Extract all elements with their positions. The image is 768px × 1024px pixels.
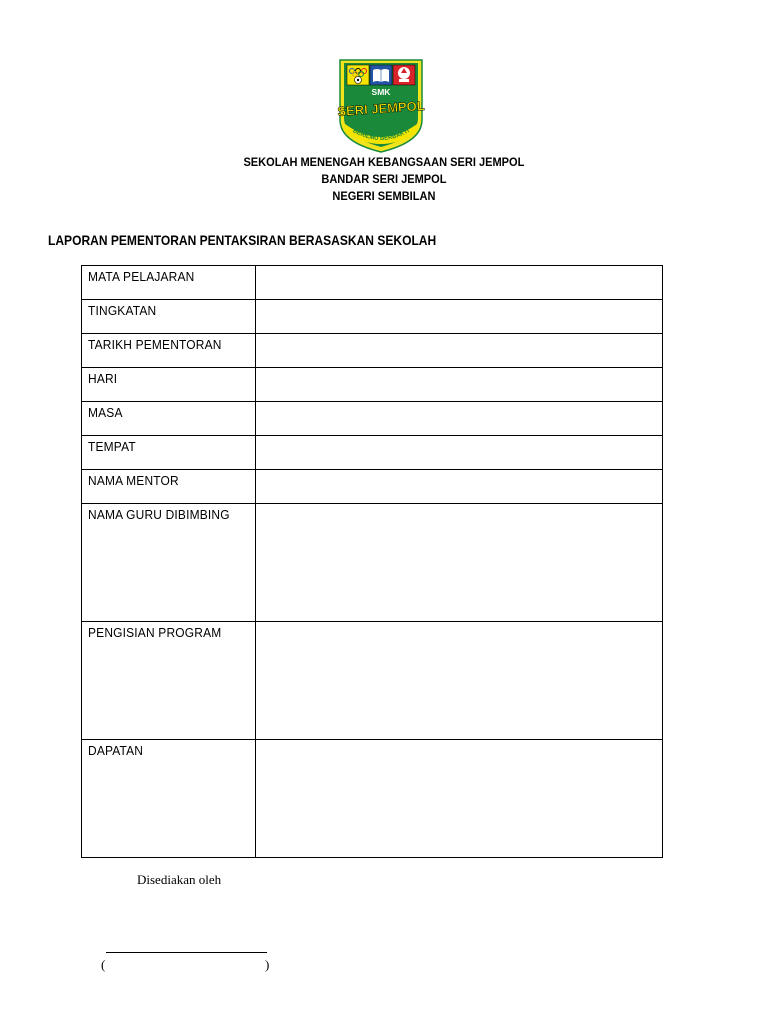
field-day[interactable]: [256, 368, 663, 402]
label-form-level: TINGKATAN: [88, 303, 157, 318]
label-mentor-name: NAMA MENTOR: [88, 473, 179, 488]
form-row-place: [82, 436, 663, 470]
form-row-subject: [82, 266, 663, 300]
form-row-time: [82, 402, 663, 436]
school-logo: [337, 58, 425, 154]
label-subject: MATA PELAJARAN: [88, 269, 195, 284]
field-program-content[interactable]: [256, 622, 663, 740]
form-row-program-content: [82, 622, 663, 740]
name-open-paren: (: [101, 957, 106, 972]
field-mentee-teacher[interactable]: [256, 504, 663, 622]
prepared-by-label: Disediakan oleh: [137, 872, 222, 887]
label-place: TEMPAT: [88, 439, 136, 454]
field-time[interactable]: [256, 402, 663, 436]
form-row-mentee-teacher: [82, 504, 663, 622]
logo-school-name: SERI JEMPOL: [337, 97, 425, 120]
report-title: LAPORAN PEMENTORAN PENTAKSIRAN BERASASKAN SEKOLAH: [48, 232, 437, 248]
form-row-mentor-name: [82, 470, 663, 504]
mentoring-report-form: [81, 265, 663, 858]
field-form-level[interactable]: [256, 300, 663, 334]
field-mentoring-date[interactable]: [256, 334, 663, 368]
form-row-day: [82, 368, 663, 402]
form-row-findings: [82, 740, 663, 858]
label-time: MASA: [88, 405, 123, 420]
form-row-mentoring-date: [82, 334, 663, 368]
signature-line[interactable]: [106, 952, 267, 953]
label-findings: DAPATAN: [88, 743, 144, 758]
school-name: SEKOLAH MENENGAH KEBANGSAAN SERI JEMPOL: [243, 155, 525, 169]
school-header: [31, 154, 738, 205]
logo-abbr: SMK: [371, 87, 391, 97]
open-book-icon: [373, 69, 389, 82]
logo-motto: BERILMU BERBAKTI: [351, 128, 411, 143]
label-day: HARI: [88, 371, 118, 386]
lamp-icon: [398, 67, 410, 82]
label-mentee-teacher: NAMA GURU DIBIMBING: [88, 507, 230, 522]
field-place[interactable]: [256, 436, 663, 470]
label-program-content: PENGISIAN PROGRAM: [88, 625, 222, 640]
school-town: BANDAR SERI JEMPOL: [321, 172, 447, 186]
form-row-form-level: [82, 300, 663, 334]
name-close-paren: ): [265, 957, 270, 972]
label-mentoring-date: TARIKH PEMENTORAN: [88, 337, 222, 352]
field-findings[interactable]: [256, 740, 663, 858]
football-icon: [355, 77, 362, 84]
field-subject[interactable]: [256, 266, 663, 300]
school-state: NEGERI SEMBILAN: [332, 189, 436, 203]
field-mentor-name[interactable]: [256, 470, 663, 504]
